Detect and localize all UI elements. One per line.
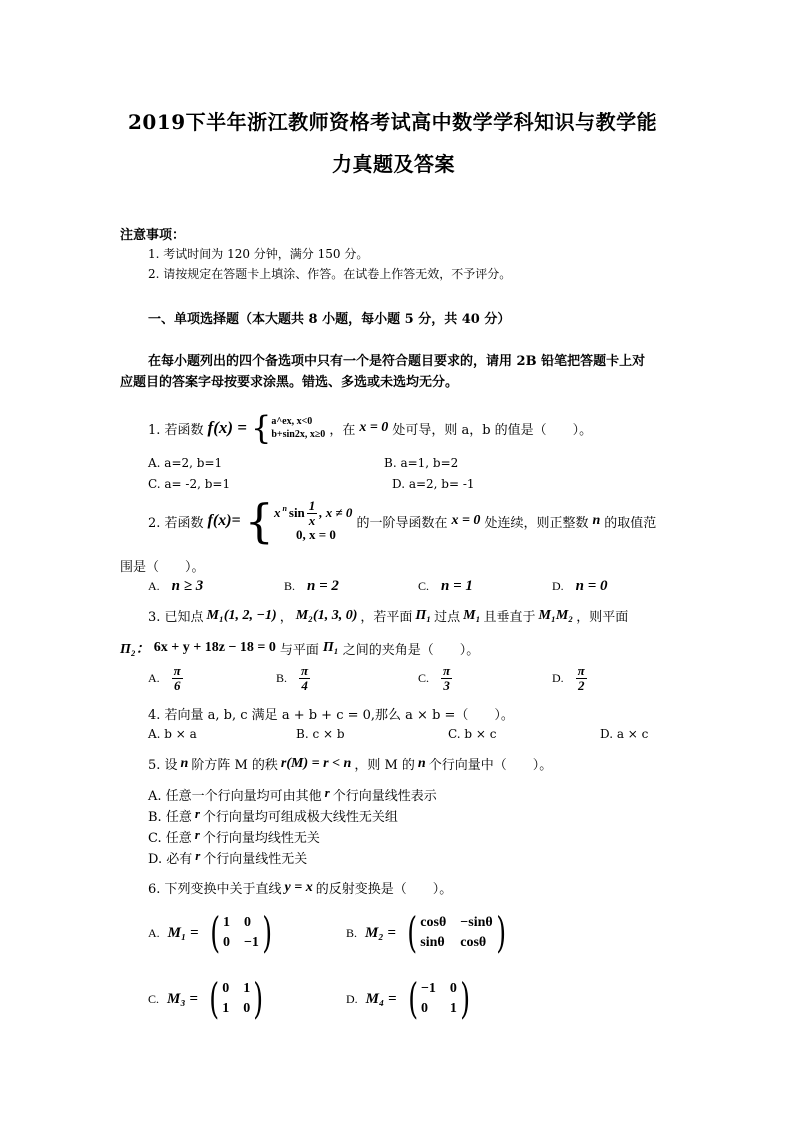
q5-prefix: 5. 设 bbox=[148, 758, 178, 773]
q3-mid4: 与平面 bbox=[279, 642, 319, 658]
q5-option-d-end: 个行向量线性无关 bbox=[203, 852, 308, 867]
q3-point-m1: M₁(1, 2, −1) bbox=[206, 607, 277, 623]
section-heading: 一、单项选择题（本大题共 8 小题，每小题 5 分，共 40 分） bbox=[148, 312, 511, 327]
q3-suffix: ，则平面 bbox=[576, 610, 629, 625]
right-paren-icon: ) bbox=[253, 974, 264, 1023]
q2-case1-sin: sin bbox=[288, 505, 305, 521]
q5-option-b bbox=[148, 806, 398, 825]
q5-option-d bbox=[148, 848, 307, 867]
q3-option-c-label: C. bbox=[418, 670, 430, 685]
q3-mid: ，若平面 bbox=[360, 610, 413, 625]
q3-plane-pi2: Π₂： bbox=[120, 642, 150, 657]
q2-suffix: 的取值范 bbox=[604, 515, 657, 531]
q2-option-b-value: n = 2 bbox=[307, 578, 339, 594]
q1-piecewise bbox=[250, 409, 326, 447]
right-paren-icon: ) bbox=[495, 908, 506, 957]
q1-prefix: 1. 若函数 bbox=[148, 422, 204, 438]
q2-function: f(x)= bbox=[207, 512, 241, 529]
q5-mid: 阶方阵 M 的秩 bbox=[191, 758, 278, 773]
q5-var-n2: n bbox=[417, 755, 426, 771]
q3-option-d-label: D. bbox=[552, 670, 564, 685]
q5-option-b-end: 个行向量均可组成极大线性无关组 bbox=[202, 810, 398, 825]
q2-mid: 的一阶导函数在 bbox=[356, 515, 448, 531]
brace-icon: { bbox=[250, 409, 272, 447]
q2-option-d-value: n = 0 bbox=[575, 578, 608, 594]
q2-condition: x = 0 bbox=[451, 513, 481, 528]
q1-option-d: D. a=2, b= -1 bbox=[392, 477, 475, 491]
q6-matrix-d bbox=[405, 974, 474, 1023]
q1-option-a: A. a=2, b=1 bbox=[148, 456, 223, 470]
q2-case-2: 0, x = 0 bbox=[295, 527, 336, 543]
q2-var: n bbox=[592, 513, 601, 528]
matrix-cell: 1 bbox=[243, 981, 251, 996]
q3-option-a-den: 6 bbox=[173, 677, 181, 693]
q5-option-d-var: r bbox=[195, 848, 201, 863]
q6-option-a-name: M₁ = bbox=[167, 924, 199, 941]
q5-option-b-var: r bbox=[194, 806, 200, 821]
q2-frac-num: 1 bbox=[308, 498, 316, 514]
matrix-cell: 0 bbox=[420, 1001, 428, 1016]
q4-option-d: D. a × c bbox=[600, 727, 649, 741]
right-paren-icon: ) bbox=[262, 908, 273, 957]
q2-piecewise bbox=[244, 494, 353, 548]
q6-matrix-b bbox=[404, 908, 509, 957]
q4-option-b: B. c × b bbox=[296, 727, 345, 741]
right-paren-icon: ) bbox=[460, 974, 471, 1023]
q5-mid2: ，则 M 的 bbox=[354, 758, 415, 773]
q1-condition: x = 0 bbox=[359, 420, 389, 435]
q3-option-b bbox=[276, 664, 310, 692]
matrix-cell: 0 bbox=[243, 915, 251, 930]
q2-prefix: 2. 若函数 bbox=[148, 515, 204, 531]
question-5-stem bbox=[148, 754, 552, 773]
q1-option-c: C. a= -2, b=1 bbox=[148, 477, 231, 491]
q1-case-1: a^ex, x<0 bbox=[271, 415, 313, 427]
q3-mid3: 且垂直于 bbox=[483, 610, 536, 625]
q2-mid2: 处连续，则正整数 bbox=[484, 515, 589, 531]
question-3-stem bbox=[148, 606, 628, 625]
q2-case1-cond: , x ≠ 0 bbox=[319, 505, 353, 521]
q6-option-a bbox=[148, 908, 275, 957]
matrix-cell: 1 bbox=[449, 1001, 457, 1016]
q6-option-c-name: M₃ = bbox=[167, 990, 198, 1007]
brace-icon: { bbox=[244, 494, 274, 548]
q1-suffix: 处可导，则 a，b 的值是（ ）。 bbox=[392, 422, 593, 438]
question-2-stem bbox=[148, 494, 657, 548]
matrix-cell: −1 bbox=[243, 935, 259, 950]
q6-matrix-a bbox=[207, 908, 276, 957]
q2-option-c-value: n = 1 bbox=[441, 578, 473, 594]
q3-option-d-den: 2 bbox=[577, 677, 585, 693]
q2-option-a-value: n ≥ 3 bbox=[171, 578, 204, 594]
matrix-cell: −1 bbox=[420, 981, 436, 996]
q2-option-b bbox=[284, 578, 339, 595]
question-1-stem bbox=[148, 409, 593, 447]
q3-option-a-label: A. bbox=[148, 670, 160, 685]
q6-option-d-name: M₄ = bbox=[365, 990, 397, 1007]
q3-point-m1b: M₁ bbox=[463, 607, 481, 623]
notice-item-1: 1. 考试时间为 120 分钟，满分 150 分。 bbox=[148, 247, 369, 261]
q5-suffix: 个行向量中（ ）。 bbox=[428, 758, 553, 773]
q2-option-b-label: B. bbox=[284, 579, 296, 593]
page-title-line2: 力真题及答案 bbox=[332, 152, 455, 176]
q6-option-c-label: C. bbox=[148, 991, 160, 1006]
q2-option-a-label: A. bbox=[148, 579, 160, 593]
matrix-cell: 0 bbox=[449, 981, 457, 996]
notice-item-2: 2. 请按规定在答题卡上填涂、作答。在试卷上作答无效，不予评分。 bbox=[148, 267, 512, 281]
q6-prefix: 6. 下列变换中关于直线 bbox=[148, 882, 282, 897]
q6-option-b-name: M₂ = bbox=[365, 924, 396, 941]
matrix-cell: −sinθ bbox=[460, 915, 493, 930]
q2-option-c bbox=[418, 578, 473, 595]
section-instruction-2: 应题目的答案字母按要求涂黑。错选、多选或未选均无分。 bbox=[120, 375, 459, 390]
left-paren-icon: ( bbox=[407, 974, 418, 1023]
q6-line: y = x bbox=[284, 879, 313, 895]
q3-option-c bbox=[418, 664, 452, 692]
q3-option-c-den: 3 bbox=[443, 677, 450, 693]
matrix-cell: cosθ bbox=[460, 935, 487, 950]
left-paren-icon: ( bbox=[209, 974, 220, 1023]
q5-option-c-text: C. 任意 bbox=[148, 831, 192, 846]
q3-option-b-den: 4 bbox=[301, 677, 308, 693]
q6-matrix-c bbox=[206, 974, 267, 1023]
q2-case1-x: x bbox=[273, 505, 281, 521]
matrix-cell: cosθ bbox=[420, 915, 447, 930]
q5-condition: r(M) = r < n bbox=[280, 755, 352, 771]
q6-option-d bbox=[346, 974, 473, 1023]
q5-option-a bbox=[148, 785, 437, 804]
q5-var-n: n bbox=[180, 755, 189, 771]
matrix-cell: 1 bbox=[222, 1001, 230, 1016]
question-3-line2 bbox=[120, 638, 479, 658]
q5-option-c bbox=[148, 827, 320, 846]
q2-option-c-label: C. bbox=[418, 579, 430, 593]
q3-sep: ， bbox=[279, 610, 293, 625]
q3-option-b-num: π bbox=[301, 663, 309, 678]
q2-case1-exp: n bbox=[282, 504, 287, 514]
left-paren-icon: ( bbox=[407, 908, 418, 957]
q3-mid2: 过点 bbox=[434, 610, 461, 625]
q1-function: f(x) = bbox=[207, 418, 247, 437]
q3-option-a bbox=[148, 664, 183, 692]
q3-option-b-label: B. bbox=[276, 670, 288, 685]
left-paren-icon: ( bbox=[209, 908, 220, 957]
q2-option-d bbox=[552, 578, 608, 595]
q3-prefix: 3. 已知点 bbox=[148, 610, 204, 625]
section-instruction-1: 在每小题列出的四个备选项中只有一个是符合题目要求的，请用 2B 铅笔把答题卡上对 bbox=[148, 354, 646, 369]
q3-plane-pi1: Π₁ bbox=[415, 607, 432, 623]
q5-option-d-text: D. 必有 bbox=[148, 852, 193, 867]
notice-heading: 注意事项： bbox=[120, 228, 186, 243]
q4-option-a: A. b × a bbox=[148, 727, 197, 741]
q5-option-c-end: 个行向量均线性无关 bbox=[202, 831, 320, 846]
question-4-stem: 4. 若向量 a, b, c 满足 a + b + c = 0,那么 a × b =（ ）。 bbox=[148, 708, 514, 723]
q3-suffix2: 之间的夹角是（ ）。 bbox=[342, 642, 480, 658]
q2-option-a bbox=[148, 578, 203, 595]
q6-option-d-label: D. bbox=[346, 991, 358, 1006]
matrix-cell: 0 bbox=[243, 1001, 251, 1016]
q3-equation: 6x + y + 18z − 18 = 0 bbox=[153, 640, 276, 655]
matrix-cell: sinθ bbox=[420, 935, 445, 950]
q5-option-a-var: r bbox=[324, 785, 330, 800]
q6-option-c bbox=[148, 974, 267, 1023]
q2-frac-den: x bbox=[308, 512, 316, 528]
q6-option-a-label: A. bbox=[148, 925, 160, 940]
q3-option-d bbox=[552, 664, 587, 692]
q3-plane-pi1b: Π₁ bbox=[322, 640, 339, 655]
q1-case-2: b+sin2x, x≥0 bbox=[271, 429, 326, 440]
matrix-cell: 0 bbox=[222, 935, 230, 950]
page-title-line1: 2019下半年浙江教师资格考试高中数学学科知识与教学能 bbox=[128, 110, 658, 134]
q2-option-d-label: D. bbox=[552, 579, 564, 593]
q5-option-c-var: r bbox=[194, 827, 200, 842]
q5-option-b-text: B. 任意 bbox=[148, 810, 192, 825]
q4-option-c: C. b × c bbox=[448, 727, 497, 741]
question-6-stem bbox=[148, 878, 452, 897]
q1-mid: ，在 bbox=[329, 422, 356, 438]
q1-option-b: B. a=1, b=2 bbox=[384, 456, 459, 470]
q2-fraction bbox=[307, 499, 318, 527]
q5-option-a-text: A. 任意一个行向量均可由其他 bbox=[148, 789, 322, 804]
q3-option-a-num: π bbox=[173, 663, 181, 678]
q6-option-b-label: B. bbox=[346, 925, 358, 940]
q5-option-a-end: 个行向量线性表示 bbox=[332, 789, 437, 804]
matrix-cell: 1 bbox=[222, 915, 230, 930]
q3-vector: M₁M₂ bbox=[538, 607, 574, 623]
q6-suffix: 的反射变换是（ ）。 bbox=[315, 882, 453, 897]
q3-point-m2: M₂(1, 3, 0) bbox=[295, 607, 358, 623]
matrix-cell: 0 bbox=[222, 981, 230, 996]
q6-option-b bbox=[346, 908, 509, 957]
q3-option-c-num: π bbox=[443, 663, 451, 678]
q2-line2: 围是（ ）。 bbox=[120, 560, 205, 575]
q3-option-d-num: π bbox=[577, 663, 585, 678]
